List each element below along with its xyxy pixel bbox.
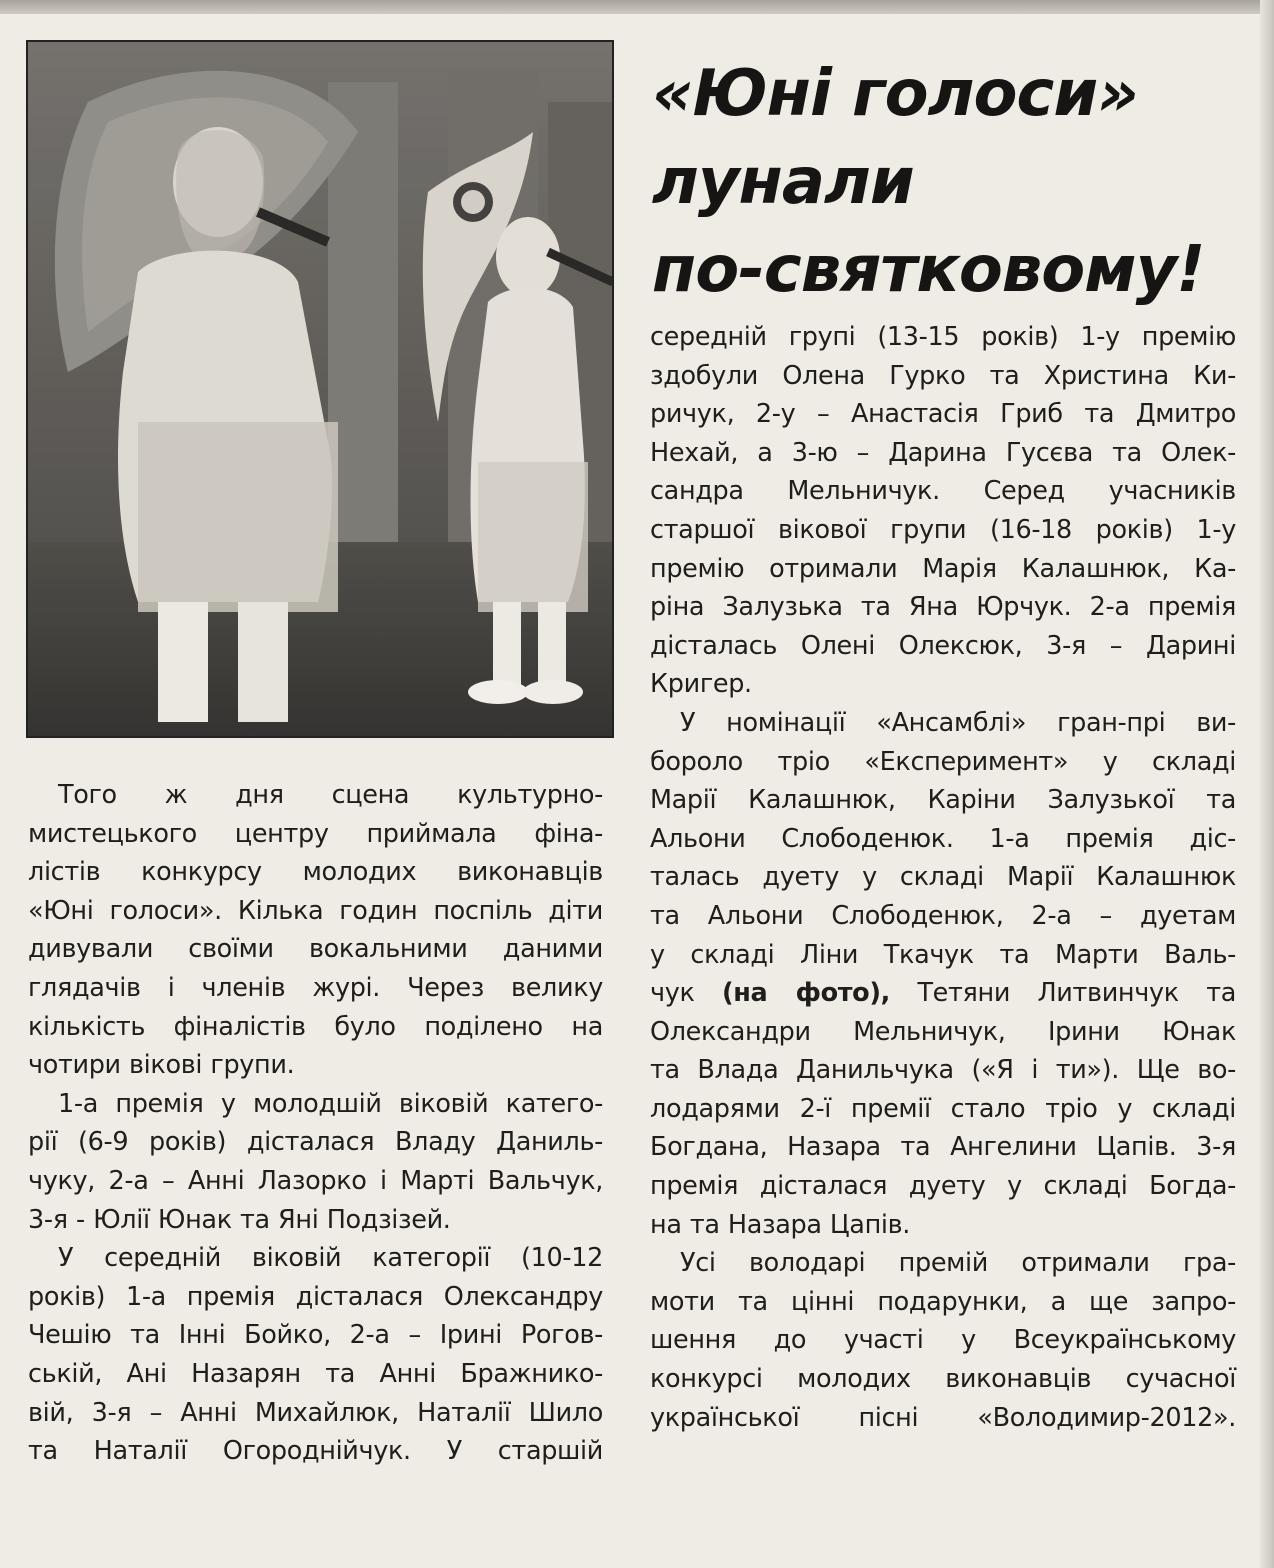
text-line: ріна Залузька та Яна Юрчук. 2-а премія [650, 592, 1236, 623]
text-fragment: чук [650, 978, 695, 1009]
text-line: У номінації «Ансамблі» гран-прі ви- [680, 707, 1236, 738]
text-line: здобули Олена Гурко та Христина Ки- [650, 360, 1236, 391]
text-line: Богдана, Назара та Ангелини Цапів. 3-я [650, 1132, 1236, 1163]
text-line: Того ж дня сцена культурно- [58, 780, 603, 810]
scan-right-edge [1260, 0, 1274, 1568]
text-line: бороло тріо «Експеримент» у складі [650, 746, 1236, 777]
headline [652, 50, 1252, 314]
text-line: вій, 3-я – Анні Михайлюк, Наталії Шило [28, 1397, 603, 1428]
text-line: років) 1-а премія дісталася Олександру [28, 1281, 603, 1312]
article-column-left [28, 776, 603, 1471]
text-line: сандра Мельничук. Серед учасників [650, 476, 1236, 507]
text-line: «Юні голоси». Кілька годин поспіль діти [28, 895, 603, 926]
headline-line: по-святковому! [652, 233, 1205, 307]
text-line: ській, Ані Назарян та Анні Бражнико- [28, 1358, 603, 1389]
text-line: Марії Калашнюк, Каріни Залузької та [650, 785, 1236, 816]
text-line: талась дуету у складі Марії Калашнюк [650, 862, 1236, 893]
text-line: дісталась Олені Олексюк, 3-я – Дарині [650, 630, 1236, 661]
text-line: 3-я - Юлії Юнак та Яні Подзізей. [28, 1204, 451, 1235]
scan-top-edge [0, 0, 1274, 14]
text-line: Альони Слободенюк. 1-а премія діс- [650, 823, 1236, 854]
text-line: дивували своїми вокальними даними [28, 934, 603, 965]
text-line: на та Назара Цапів. [650, 1209, 911, 1240]
text-line: ричук, 2-у – Анастасія Гриб та Дмитро [650, 399, 1236, 430]
text-line: української пісні «Володимир-2012». [650, 1402, 1236, 1433]
text-line: премію отримали Марія Калашнюк, Ка- [650, 553, 1236, 584]
text-line: лодарями 2-ї премії стало тріо у складі [650, 1093, 1236, 1124]
text-line: чотири вікові групи. [28, 1050, 295, 1081]
photo-reference: (на фото), [721, 978, 890, 1009]
text-line: 1-а премія у молодшій віковій катего- [58, 1088, 603, 1119]
text-line: Олександри Мельничук, Ірини Юнак [650, 1016, 1236, 1047]
text-line: Кригер. [650, 669, 752, 700]
text-line: та Влада Данильчука («Я і ти»). Ще во- [650, 1055, 1236, 1086]
text-line: та Наталії Огороднійчук. У старшій [28, 1436, 603, 1467]
text-line: Нехай, а 3-ю – Дарина Гусєва та Олек- [650, 437, 1236, 468]
text-line: глядачів і членів журі. Через велику [28, 972, 603, 1003]
text-line: старшої вікової групи (16-18 років) 1-у [650, 514, 1236, 545]
text-line: конкурсі молодих виконавців сучасної [650, 1364, 1236, 1395]
text-line: та Альони Слободенюк, 2-а – дуетам [650, 900, 1236, 931]
text-line: лістів конкурсу молодих виконавців [28, 857, 603, 888]
text-line: премія дісталася дуету у складі Богда- [650, 1171, 1236, 1202]
text-line: шення до участі у Всеукраїнському [650, 1325, 1236, 1356]
stage-singers-photo [28, 42, 612, 736]
text-fragment: Тетяни Литвинчук та [917, 978, 1236, 1009]
photo-reference-line [650, 974, 1236, 1013]
text-line: моти та цінні подарунки, а ще запро- [650, 1286, 1236, 1317]
text-line: середній групі (13-15 років) 1-у премію [650, 322, 1236, 352]
text-line: У середній віковій категорії (10-12 [58, 1243, 603, 1274]
text-line: кількість фіналістів було поділено на [28, 1011, 603, 1042]
text-line: у складі Ліни Ткачук та Марти Валь- [650, 939, 1236, 970]
text-line: чуку, 2-а – Анні Лазорко і Марті Вальчук, [28, 1165, 603, 1196]
text-line: мистецького центру приймала фіна- [28, 818, 603, 849]
article-photo [26, 40, 614, 738]
article-column-right [650, 318, 1236, 1437]
text-line: Усі володарі премій отримали гра- [680, 1248, 1236, 1279]
text-line: Чешію та Інні Бойко, 2-а – Ірині Рогов- [28, 1320, 603, 1351]
headline-line: «Юні голоси» [652, 57, 1138, 131]
headline-line: лунали [652, 145, 914, 219]
text-line: рії (6-9 років) дісталася Владу Даниль- [28, 1127, 603, 1158]
